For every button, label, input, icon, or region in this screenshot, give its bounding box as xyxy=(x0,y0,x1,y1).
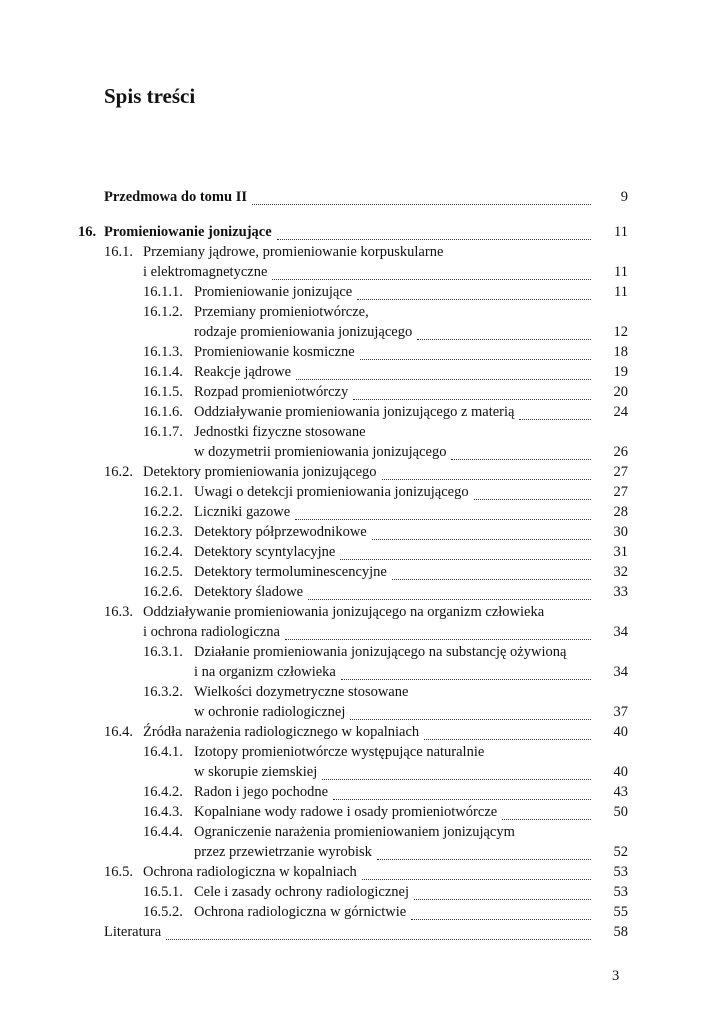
toc-entry-16-1-7-first-line xyxy=(143,422,366,442)
toc-page-number: 43 xyxy=(613,784,628,800)
toc-entry-16-3[interactable] xyxy=(143,622,596,642)
toc-entry-16-4-1[interactable] xyxy=(194,762,596,782)
toc-entry-number: 16.5.2. xyxy=(143,904,183,920)
toc-entry-title: Ochrona radiologiczna w kopalniach xyxy=(143,864,357,880)
toc-entry-number: 16.5. xyxy=(104,864,133,880)
toc-entry-16-1-5[interactable] xyxy=(143,382,596,402)
leader-dots xyxy=(372,533,591,540)
toc-entry-16-1-7[interactable] xyxy=(194,442,596,462)
toc-entry-16-4-3[interactable] xyxy=(143,802,596,822)
toc-page-number: 34 xyxy=(613,664,628,680)
toc-entry-title: Promieniowanie jonizujące xyxy=(104,224,272,240)
toc-page-number: 12 xyxy=(613,324,628,340)
toc-entry-16-2-1[interactable] xyxy=(143,482,596,502)
toc-entry-bibliography[interactable] xyxy=(104,922,596,942)
leader-dots xyxy=(308,593,591,600)
leader-dots xyxy=(272,273,591,280)
leader-dots xyxy=(392,573,591,580)
toc-entry-title: w ochronie radiologicznej xyxy=(194,704,346,720)
toc-entry-16-5[interactable] xyxy=(104,862,596,882)
toc-page-number: 53 xyxy=(613,884,628,900)
toc-entry-title: rodzaje promieniowania jonizującego xyxy=(194,324,413,340)
leader-dots xyxy=(360,353,591,360)
leader-dots xyxy=(322,773,591,780)
leader-dots xyxy=(333,793,591,800)
toc-entry-16-2-2[interactable] xyxy=(143,502,596,522)
leader-dots xyxy=(350,713,591,720)
toc-entry-number: 16.1.3. xyxy=(143,344,183,360)
toc-page-number: 32 xyxy=(613,564,628,580)
toc-page-number: 27 xyxy=(613,484,628,500)
toc-entry-number: 16.2.6. xyxy=(143,584,183,600)
toc-entry-title: Promieniowanie kosmiczne xyxy=(194,344,355,360)
toc-entry-title: Rozpad promieniotwórczy xyxy=(194,384,349,400)
toc-entry-title: Detektory śladowe xyxy=(194,584,304,600)
leader-dots xyxy=(417,333,591,340)
toc-entry-title: w dozymetrii promieniowania jonizującego xyxy=(194,444,447,460)
toc-entry-title: i na organizm człowieka xyxy=(194,664,336,680)
toc-entry-title-line1: Przemiany promieniotwórcze, xyxy=(194,304,369,320)
toc-entry-title: Detektory scyntylacyjne xyxy=(194,544,336,560)
toc-entry-title: Cele i zasady ochrony radiologicznej xyxy=(194,884,410,900)
toc-entry-number: 16.1.1. xyxy=(143,284,183,300)
toc-entry-16-3-2[interactable] xyxy=(194,702,596,722)
toc-entry-16-1[interactable] xyxy=(143,262,596,282)
leader-dots xyxy=(414,893,591,900)
toc-entry-number: 16.3.1. xyxy=(143,644,183,660)
leader-dots xyxy=(252,198,591,205)
toc-entry-16-4-4-first-line xyxy=(143,822,515,842)
toc-page-number: 55 xyxy=(613,904,628,920)
toc-entry-title: Detektory termoluminescencyjne xyxy=(194,564,387,580)
toc-entry-number: 16.1.5. xyxy=(143,384,183,400)
toc-page-number: 24 xyxy=(613,404,628,420)
leader-dots xyxy=(451,453,591,460)
toc-page-number: 20 xyxy=(613,384,628,400)
toc-entry-number: 16.3.2. xyxy=(143,684,183,700)
toc-entry-number: 16.2.4. xyxy=(143,544,183,560)
toc-entry-16-3-2-first-line xyxy=(143,682,408,702)
toc-entry-title: Detektory promieniowania jonizującego xyxy=(143,464,377,480)
leader-dots xyxy=(340,553,591,560)
toc-entry-16-3-1[interactable] xyxy=(194,662,596,682)
toc-entry-16-1-2[interactable] xyxy=(194,322,596,342)
toc-entry-number: 16.3. xyxy=(104,604,133,620)
toc-page-number: 11 xyxy=(614,264,628,280)
toc-entry-title-line1: Jednostki fizyczne stosowane xyxy=(194,424,366,440)
toc-page-number: 11 xyxy=(614,284,628,300)
toc-entry-16-3-1-first-line xyxy=(143,642,566,662)
toc-entry-title-line1: Wielkości dozymetryczne stosowane xyxy=(194,684,409,700)
toc-page-number: 28 xyxy=(613,504,628,520)
toc-entry-title-line1: Przemiany jądrowe, promieniowanie korpuskularne xyxy=(143,244,444,260)
toc-entry-16-4-4[interactable] xyxy=(194,842,596,862)
toc-entry-title: Promieniowanie jonizujące xyxy=(194,284,353,300)
leader-dots xyxy=(411,913,591,920)
leader-dots xyxy=(362,873,591,880)
toc-entry-chapter-16[interactable] xyxy=(78,222,596,242)
toc-page-number: 26 xyxy=(613,444,628,460)
toc-entry-number: 16.4.3. xyxy=(143,804,183,820)
toc-entry-title: i ochrona radiologiczna xyxy=(143,624,280,640)
toc-entry-16-1-6[interactable] xyxy=(143,402,596,422)
toc-entry-16-1-3[interactable] xyxy=(143,342,596,362)
toc-entry-title: Liczniki gazowe xyxy=(194,504,291,520)
leader-dots xyxy=(341,673,591,680)
toc-entry-title: i elektromagnetyczne xyxy=(143,264,268,280)
toc-page-number: 18 xyxy=(613,344,628,360)
toc-page-number: 11 xyxy=(614,224,628,240)
toc-entry-16-1-first-line xyxy=(104,242,443,262)
toc-entry-16-1-1[interactable] xyxy=(143,282,596,302)
toc-entry-title: Literatura xyxy=(104,924,162,940)
toc-page-number: 50 xyxy=(613,804,628,820)
toc-page-number: 9 xyxy=(620,189,628,205)
toc-page-number: 58 xyxy=(613,924,628,940)
leader-dots xyxy=(357,293,591,300)
toc-page-number: 37 xyxy=(613,704,628,720)
toc-entry-title: Źródła narażenia radiologicznego w kopalniach xyxy=(143,724,420,740)
toc-entry-number: 16.5.1. xyxy=(143,884,183,900)
toc-entry-number: 16.2.5. xyxy=(143,564,183,580)
toc-entry-16-2-4[interactable] xyxy=(143,542,596,562)
leader-dots xyxy=(502,813,591,820)
toc-entry-16-1-2-first-line xyxy=(143,302,369,322)
toc-page-number: 34 xyxy=(613,624,628,640)
toc-entry-number: 16.4.2. xyxy=(143,784,183,800)
toc-entry-number: 16.2.1. xyxy=(143,484,183,500)
toc-entry-number: 16.4.1. xyxy=(143,744,183,760)
toc-entry-16-2[interactable] xyxy=(104,462,596,482)
toc-entry-number: 16.1. xyxy=(104,244,133,260)
toc-entry-title: Uwagi o detekcji promieniowania jonizującego xyxy=(194,484,469,500)
toc-entry-16-2-6[interactable] xyxy=(143,582,596,602)
toc-entry-title: Ochrona radiologiczna w górnictwie xyxy=(194,904,407,920)
leader-dots xyxy=(285,633,591,640)
toc-entry-title: Kopalniane wody radowe i osady promieniotwórcze xyxy=(194,804,498,820)
leader-dots xyxy=(353,393,591,400)
toc-entry-title: przez przewietrzanie wyrobisk xyxy=(194,844,372,860)
page-title: Spis treści xyxy=(104,84,196,108)
toc-entry-preface[interactable] xyxy=(104,187,596,207)
toc-page-number: 31 xyxy=(613,544,628,560)
toc-page-number: 53 xyxy=(613,864,628,880)
leader-dots xyxy=(519,413,591,420)
toc-entry-number: 16.1.6. xyxy=(143,404,183,420)
toc-page-number: 52 xyxy=(613,844,628,860)
toc-entry-title: Reakcje jądrowe xyxy=(194,364,292,380)
leader-dots xyxy=(296,373,591,380)
leader-dots xyxy=(277,233,591,240)
toc-entry-16-2-5[interactable] xyxy=(143,562,596,582)
toc-entry-number: 16.1.7. xyxy=(143,424,183,440)
toc-entry-number: 16.2. xyxy=(104,464,133,480)
toc-page-number: 40 xyxy=(613,764,628,780)
leader-dots xyxy=(166,933,591,940)
toc-entry-title-line1: Izotopy promieniotwórcze występujące naturalnie xyxy=(194,744,485,760)
toc-page-number: 33 xyxy=(613,584,628,600)
leader-dots xyxy=(382,473,591,480)
leader-dots xyxy=(424,733,591,740)
toc-entry-number: 16.1.4. xyxy=(143,364,183,380)
leader-dots xyxy=(474,493,591,500)
toc-entry-title: Oddziaływanie promieniowania jonizującego z materią xyxy=(194,404,515,420)
toc-entry-number: 16.1.2. xyxy=(143,304,183,320)
toc-entry-title-line1: Oddziaływanie promieniowania jonizującego na organizm człowieka xyxy=(143,604,545,620)
toc-entry-number: 16. xyxy=(78,224,97,240)
toc-entry-title: Radon i jego pochodne xyxy=(194,784,329,800)
folio-page-number: 3 xyxy=(612,968,620,984)
leader-dots xyxy=(377,853,591,860)
toc-entry-title: Detektory półprzewodnikowe xyxy=(194,524,367,540)
toc-page-number: 30 xyxy=(613,524,628,540)
toc-entry-number: 16.2.3. xyxy=(143,524,183,540)
toc-entry-16-5-1[interactable] xyxy=(143,882,596,902)
toc-page-number: 40 xyxy=(613,724,628,740)
toc-entry-title-line1: Działanie promieniowania jonizującego na substancję ożywioną xyxy=(194,644,567,660)
toc-entry-title-line1: Ograniczenie narażenia promieniowaniem jonizującym xyxy=(194,824,515,840)
toc-entry-16-4[interactable] xyxy=(104,722,596,742)
toc-entry-16-5-2[interactable] xyxy=(143,902,596,922)
toc-entry-number: 16.4.4. xyxy=(143,824,183,840)
toc-page-number: 19 xyxy=(613,364,628,380)
toc-entry-16-1-4[interactable] xyxy=(143,362,596,382)
toc-entry-number: 16.2.2. xyxy=(143,504,183,520)
leader-dots xyxy=(295,513,591,520)
toc-entry-number: 16.4. xyxy=(104,724,133,740)
toc-entry-title: w skorupie ziemskiej xyxy=(194,764,318,780)
toc-entry-16-4-2[interactable] xyxy=(143,782,596,802)
toc-entry-16-3-first-line xyxy=(104,602,544,622)
toc-entry-16-4-1-first-line xyxy=(143,742,484,762)
toc-entry-title: Przedmowa do tomu II xyxy=(104,189,247,205)
toc-page-number: 27 xyxy=(613,464,628,480)
toc-entry-16-2-3[interactable] xyxy=(143,522,596,542)
